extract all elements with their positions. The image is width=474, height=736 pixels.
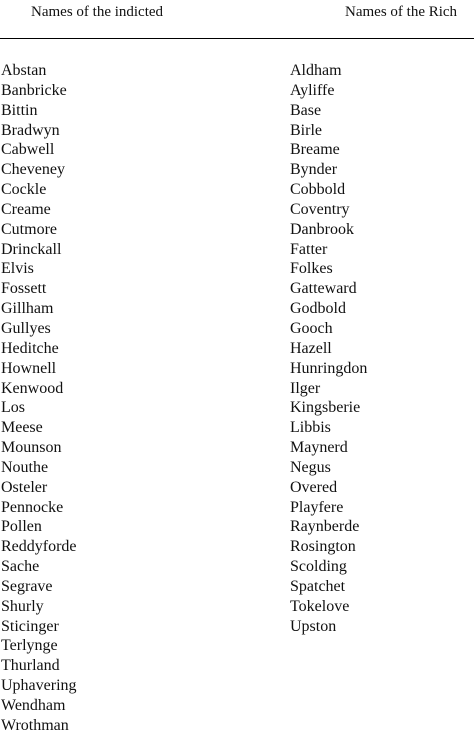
indicted-name: Segrave — [1, 577, 53, 595]
indicted-name: Kenwood — [1, 379, 64, 397]
right-name: Hazell — [290, 339, 332, 357]
indicted-name: Cutmore — [1, 220, 57, 238]
indicted-name: Reddyforde — [1, 538, 77, 556]
right-name: Danbrook — [290, 220, 354, 238]
indicted-name: Sticinger — [1, 617, 59, 635]
header-indicted: Names of the indicted — [31, 4, 164, 20]
indicted-name: Abstan — [1, 62, 47, 79]
right-name: Maynerd — [290, 439, 348, 457]
indicted-name: Heditche — [1, 339, 59, 357]
indicted-name: Fossett — [1, 280, 47, 298]
indicted-name: Cheveney — [1, 161, 65, 179]
right-name: Godbold — [290, 300, 346, 318]
indicted-name: Bittin — [1, 101, 38, 119]
right-names-column — [290, 61, 367, 636]
right-name: Folkes — [290, 260, 333, 278]
right-name: Base — [290, 101, 322, 119]
right-name: Coventry — [290, 200, 350, 218]
right-name: Breame — [290, 141, 340, 159]
header-right-column: Names of the Rich — [345, 4, 458, 20]
right-name: Overed — [290, 478, 338, 496]
indicted-name: Pollen — [1, 518, 42, 536]
right-name: Bynder — [290, 161, 338, 179]
indicted-name: Osteler — [1, 478, 48, 496]
indicted-name: Meese — [1, 419, 43, 437]
right-name: Gooch — [290, 319, 333, 337]
indicted-names-column — [1, 61, 77, 736]
indicted-name: Uphavering — [1, 677, 77, 695]
indicted-name: Wrothman — [1, 716, 69, 734]
indicted-name: Terlynge — [1, 637, 58, 655]
indicted-name: Los — [1, 399, 25, 417]
indicted-name: Nouthe — [1, 458, 49, 476]
right-name: Gatteward — [290, 280, 357, 298]
right-name: Aldham — [290, 62, 342, 79]
indicted-name: Cockle — [1, 181, 47, 199]
indicted-name: Sache — [1, 558, 40, 576]
right-name: Birle — [290, 121, 322, 139]
indicted-name: Thurland — [1, 657, 60, 675]
indicted-name: Cabwell — [1, 141, 55, 159]
right-name: Playfere — [290, 498, 344, 516]
indicted-name: Banbricke — [1, 81, 67, 99]
indicted-name: Bradwyn — [1, 121, 60, 139]
right-name: Fatter — [290, 240, 328, 258]
indicted-name: Mounson — [1, 439, 62, 457]
right-name: Raynberde — [290, 518, 360, 536]
right-name: Rosington — [290, 538, 356, 556]
right-name: Kingsberie — [290, 399, 361, 417]
header-rule — [0, 38, 474, 39]
right-name: Cobbold — [290, 181, 346, 199]
indicted-name: Pennocke — [1, 498, 64, 516]
indicted-name: Shurly — [1, 597, 44, 615]
indicted-name: Creame — [1, 200, 51, 218]
right-name: Negus — [290, 458, 331, 476]
right-name: Hunringdon — [290, 359, 368, 377]
right-name: Scolding — [290, 558, 347, 576]
indicted-name: Wendham — [1, 697, 66, 714]
indicted-name: Hownell — [1, 359, 57, 377]
right-name: Tokelove — [290, 597, 350, 615]
indicted-name: Gillham — [1, 300, 54, 318]
indicted-name: Gullyes — [1, 319, 51, 337]
right-name: Ilger — [290, 379, 321, 397]
right-name: Spatchet — [290, 577, 346, 595]
right-name: Libbis — [290, 419, 331, 437]
right-name: Ayliffe — [290, 81, 335, 99]
indicted-name: Elvis — [1, 260, 34, 278]
right-name: Upston — [290, 617, 337, 635]
indicted-name: Drinckall — [1, 240, 62, 258]
